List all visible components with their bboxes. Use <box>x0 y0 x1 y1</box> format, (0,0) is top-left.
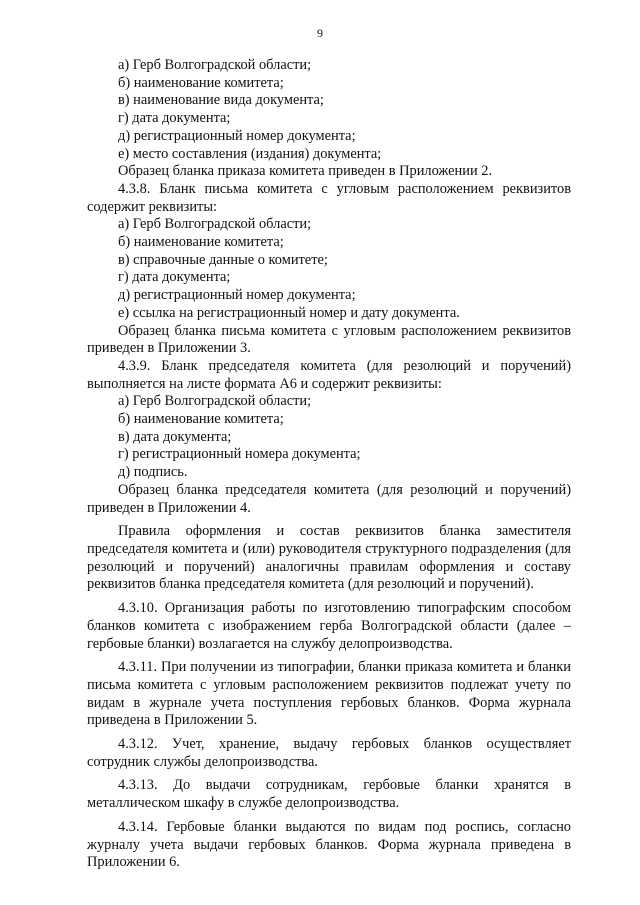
list-item: Образец бланка приказа комитета приведен в Приложении 2. <box>118 163 493 180</box>
list-item: а) Герб Волгоградской области; <box>118 216 312 233</box>
list-item: б) наименование комитета; <box>118 411 284 428</box>
paragraph: 4.3.12. Учет, хранение, выдачу гербовых бланков осуществляет сотрудник службы делопроизводства. <box>87 736 571 770</box>
list-item: е) ссылка на регистрационный номер и дату документа. <box>118 304 460 321</box>
list-item: в) справочные данные о комитете; <box>118 251 328 268</box>
paragraph: Правила оформления и состав реквизитов бланка заместителя председателя комитета и (или) руководителя структурного подразделения (для резолюций и поручений) аналогичны правилам оформления и составу реквизитов бланка председателя комитета (для резолюций и поручений). <box>87 523 571 593</box>
list-item: г) дата документа; <box>118 269 231 286</box>
paragraph: 4.3.13. До выдачи сотрудникам, гербовые бланки хранятся в металлическом шкафу в службе делопроизводства. <box>87 777 571 812</box>
paragraph: 4.3.8. Бланк письма комитета с угловым расположением реквизитов содержит реквизиты: <box>87 180 571 215</box>
list-item: а) Герб Волгоградской области; <box>118 393 312 410</box>
list-item: г) регистрационный номера документа; <box>118 446 361 463</box>
paragraph: 4.3.9. Бланк председателя комитета (для резолюций и поручений) выполняется на листе формата А6 и содержит реквизиты: <box>87 357 571 392</box>
paragraph: 4.3.11. При получении из типографии, бланки приказа комитета и бланки письма комитета с угловым расположением реквизитов подлежат учету по видам в журнале учета поступления гербовых бланков. Форма журнала приведена в Приложении 5. <box>87 659 571 729</box>
paragraph: Образец бланка письма комитета с угловым расположением реквизитов приведен в Приложении 3. <box>87 322 571 357</box>
paragraph: Образец бланка председателя комитета (для резолюций и поручений) приведен в Приложении 4. <box>87 481 571 516</box>
list-item: б) наименование комитета; <box>118 74 284 91</box>
list-item: б) наименование комитета; <box>118 234 284 251</box>
list-item: д) регистрационный номер документа; <box>118 287 356 304</box>
paragraph: 4.3.10. Организация работы по изготовлению типографским способом бланков комитета с изображением герба Волгоградской области (далее – гербовые бланки) возлагается на службу делопроизводства. <box>87 600 571 652</box>
document-body <box>87 57 571 872</box>
paragraph: 4.3.14. Гербовые бланки выдаются по видам под роспись, согласно журналу учета выдачи гербовых бланков. Форма журнала приведена в Приложении 6. <box>87 818 571 871</box>
list-item: в) дата документа; <box>118 428 232 445</box>
list-item: е) место составления (издания) документа; <box>118 145 382 162</box>
list-item: д) подпись. <box>118 464 188 481</box>
list-item: а) Герб Волгоградской области; <box>118 57 312 73</box>
list-item: д) регистрационный номер документа; <box>118 127 356 144</box>
list-item: в) наименование вида документа; <box>118 92 324 109</box>
list-item: г) дата документа; <box>118 110 231 127</box>
page-number: 9 <box>317 26 323 40</box>
